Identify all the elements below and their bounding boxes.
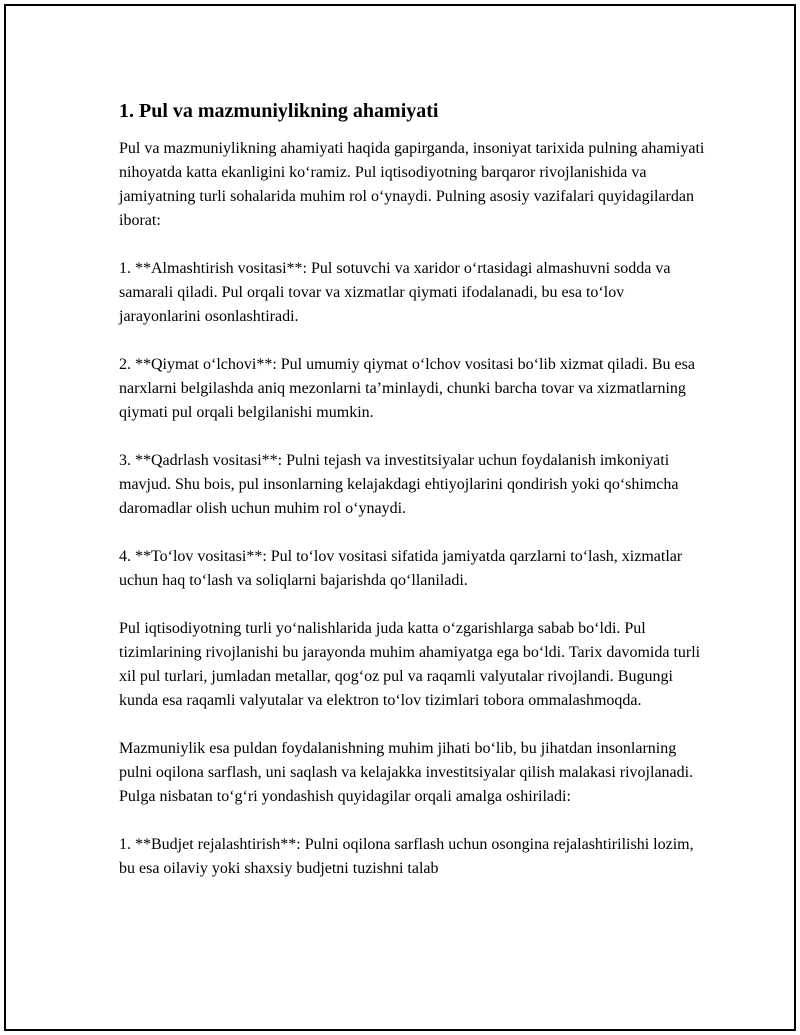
- history-paragraph: Pul iqtisodiyotning turli yoʻnalishlarida juda katta oʻzgarishlarga sabab boʻldi. Pul tizimlarining rivojlanishi bu jarayonda muhim ahamiyatga ega boʻldi. Tarix davomida turli xil pul turlari, jumladan metallar, qogʻoz pul va raqamli valyutalar rivojlandi. Bugungi kunda esa raqamli valyutalar va elektron toʻlov tizimlari tobora ommalashmoqda.: [119, 620, 701, 709]
- intro-paragraph: Pul va mazmuniylikning ahamiyati haqida gapirganda, insoniyat tarixida pulning ahamiyati nihoyatda katta ekanligini koʻramiz. Pul iqtisodiyotning barqaror rivojlanishida va jamiyatning turli sohalarida muhim rol oʻynaydi. Pulning asosiy vazifalari quyidagilardan iborat:: [119, 140, 705, 229]
- meaningfulness-paragraph: Mazmuniylik esa puldan foydalanishning muhim jihati boʻlib, bu jihatdan insonlarning pulni oqilona sarflash, uni saqlash va kelajakka investitsiyalar qilish malakasi rivojlanadi. Pulga nisbatan toʻgʻri yondashish quyidagilar orqali amalga oshiriladi:: [119, 740, 694, 805]
- section-heading: 1. Pul va mazmuniylikning ahamiyati: [119, 100, 439, 122]
- list-item-value-measure: 2. **Qiymat oʻlchovi**: Pul umumiy qiymat oʻlchov vositasi boʻlib xizmat qiladi. Bu esa narxlarni belgilashda aniq mezonlarni taʼminlaydi, chunki barcha tovar va xizmatlarning qiymati pul orqali belgilanishi mumkin.: [119, 356, 695, 421]
- list-item-payment: 4. **Toʻlov vositasi**: Pul toʻlov vositasi sifatida jamiyatda qarzlarni toʻlash, xizmatlar uchun haq toʻlash va soliqlarni bajarishda qoʻllaniladi.: [119, 548, 683, 589]
- list-item-exchange: 1. **Almashtirish vositasi**: Pul sotuvchi va xaridor oʻrtasidagi almashuvni sodda va samarali qiladi. Pul orqali tovar va xizmatlar qiymati ifodalanadi, bu esa toʻlov jarayonlarini osonlashtiradi.: [119, 260, 671, 325]
- document-body: [119, 96, 709, 905]
- list-item-store-of-value: 3. **Qadrlash vositasi**: Pulni tejash va investitsiyalar uchun foydalanish imkoniyati mavjud. Shu bois, pul insonlarning kelajakdagi ehtiyojlarini qondirish yoki qoʻshimcha daromadlar olish uchun muhim rol oʻynaydi.: [119, 452, 679, 517]
- list-item-budget: 1. **Budjet rejalashtirish**: Pulni oqilona sarflash uchun osongina rejalashtirilishi lozim, bu esa oilaviy yoki shaxsiy budjetni tuzishni talab: [119, 836, 694, 877]
- document-page: [4, 4, 796, 1031]
